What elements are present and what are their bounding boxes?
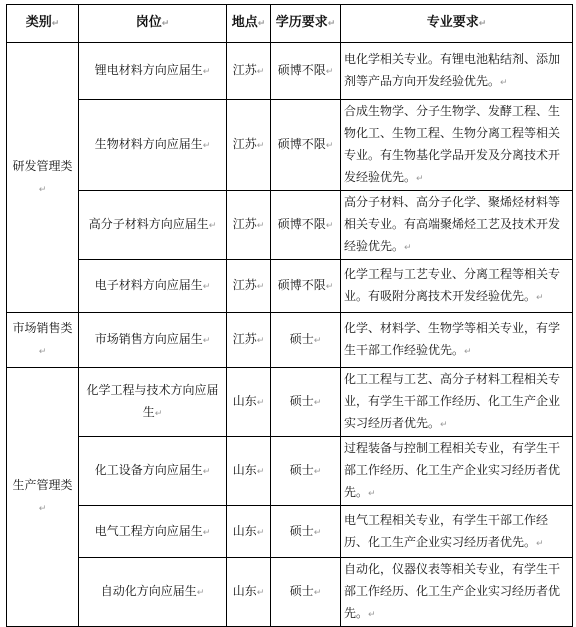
requirement-cell: 高分子材料、高分子化学、聚烯烃材料等相关专业。有高端聚烯烃工艺及技术开发经验优先。↵ [341, 191, 573, 260]
location-cell: 江苏↵ [227, 313, 271, 368]
location-cell: 江苏↵ [227, 43, 271, 100]
position-cell: 电子材料方向应届生↵ [79, 260, 227, 313]
requirement-cell: 化工工程与工艺、高分子材料工程相关专业，有学生干部工作经历、化工生产企业实习经历者优先。↵ [341, 368, 573, 437]
table-row [7, 558, 573, 627]
requirement-cell: 电气工程相关专业，有学生干部工作经历、化工生产企业实习经历者优先。↵ [341, 506, 573, 558]
header-position: 岗位↵ [79, 5, 227, 43]
header-location: 地点↵ [227, 5, 271, 43]
table-row [7, 368, 573, 437]
location-cell: 山东↵ [227, 437, 271, 506]
location-cell: 江苏↵ [227, 100, 271, 191]
requirement-cell: 合成生物学、分子生物学、发酵工程、生物化工、生物工程、生物分离工程等相关专业。有生物基化学品开发及分离技术开发经验优先。↵ [341, 100, 573, 191]
education-cell: 硕士↵ [271, 313, 341, 368]
education-cell: 硕士↵ [271, 437, 341, 506]
position-cell: 高分子材料方向应届生↵ [79, 191, 227, 260]
location-cell: 江苏↵ [227, 260, 271, 313]
table-row [7, 191, 573, 260]
table-header-row [7, 5, 573, 43]
category-cell: 生产管理类↵ [7, 368, 79, 627]
position-cell: 电气工程方向应届生↵ [79, 506, 227, 558]
table-row [7, 313, 573, 368]
table-row [7, 260, 573, 313]
education-cell: 硕博不限↵ [271, 260, 341, 313]
requirement-cell: 化学、材料学、生物学等相关专业，有学生干部工作经验优先。↵ [341, 313, 573, 368]
header-category: 类别↵ [7, 5, 79, 43]
requirement-cell: 自动化，仪器仪表等相关专业，有学生干部工作经历、化工生产企业实习经历者优先。↵ [341, 558, 573, 627]
location-cell: 江苏↵ [227, 191, 271, 260]
education-cell: 硕博不限↵ [271, 43, 341, 100]
position-cell: 生物材料方向应届生↵ [79, 100, 227, 191]
education-cell: 硕博不限↵ [271, 100, 341, 191]
requirement-cell: 化学工程与工艺专业、分离工程等相关专业。有吸附分离技术开发经验优先。↵ [341, 260, 573, 313]
table-row [7, 437, 573, 506]
requirement-cell: 过程装备与控制工程相关专业，有学生干部工作经历、化工生产企业实习经历者优先。↵ [341, 437, 573, 506]
position-cell: 化学工程与技术方向应届生↵ [79, 368, 227, 437]
category-cell: 研发管理类↵ [7, 43, 79, 313]
education-cell: 硕博不限↵ [271, 191, 341, 260]
location-cell: 山东↵ [227, 558, 271, 627]
education-cell: 硕士↵ [271, 558, 341, 627]
location-cell: 山东↵ [227, 368, 271, 437]
header-requirement: 专业要求↵ [341, 5, 573, 43]
location-cell: 山东↵ [227, 506, 271, 558]
table-row [7, 506, 573, 558]
recruitment-table-wrapper [6, 4, 573, 627]
table-row [7, 43, 573, 100]
header-education: 学历要求↵ [271, 5, 341, 43]
education-cell: 硕士↵ [271, 506, 341, 558]
requirement-cell: 电化学相关专业。有锂电池粘结剂、添加剂等产品方向开发经验优先。↵ [341, 43, 573, 100]
recruitment-table [6, 4, 573, 627]
table-row [7, 100, 573, 191]
education-cell: 硕士↵ [271, 368, 341, 437]
position-cell: 自动化方向应届生↵ [79, 558, 227, 627]
position-cell: 化工设备方向应届生↵ [79, 437, 227, 506]
position-cell: 市场销售方向应届生↵ [79, 313, 227, 368]
position-cell: 锂电材料方向应届生↵ [79, 43, 227, 100]
category-cell: 市场销售类↵ [7, 313, 79, 368]
